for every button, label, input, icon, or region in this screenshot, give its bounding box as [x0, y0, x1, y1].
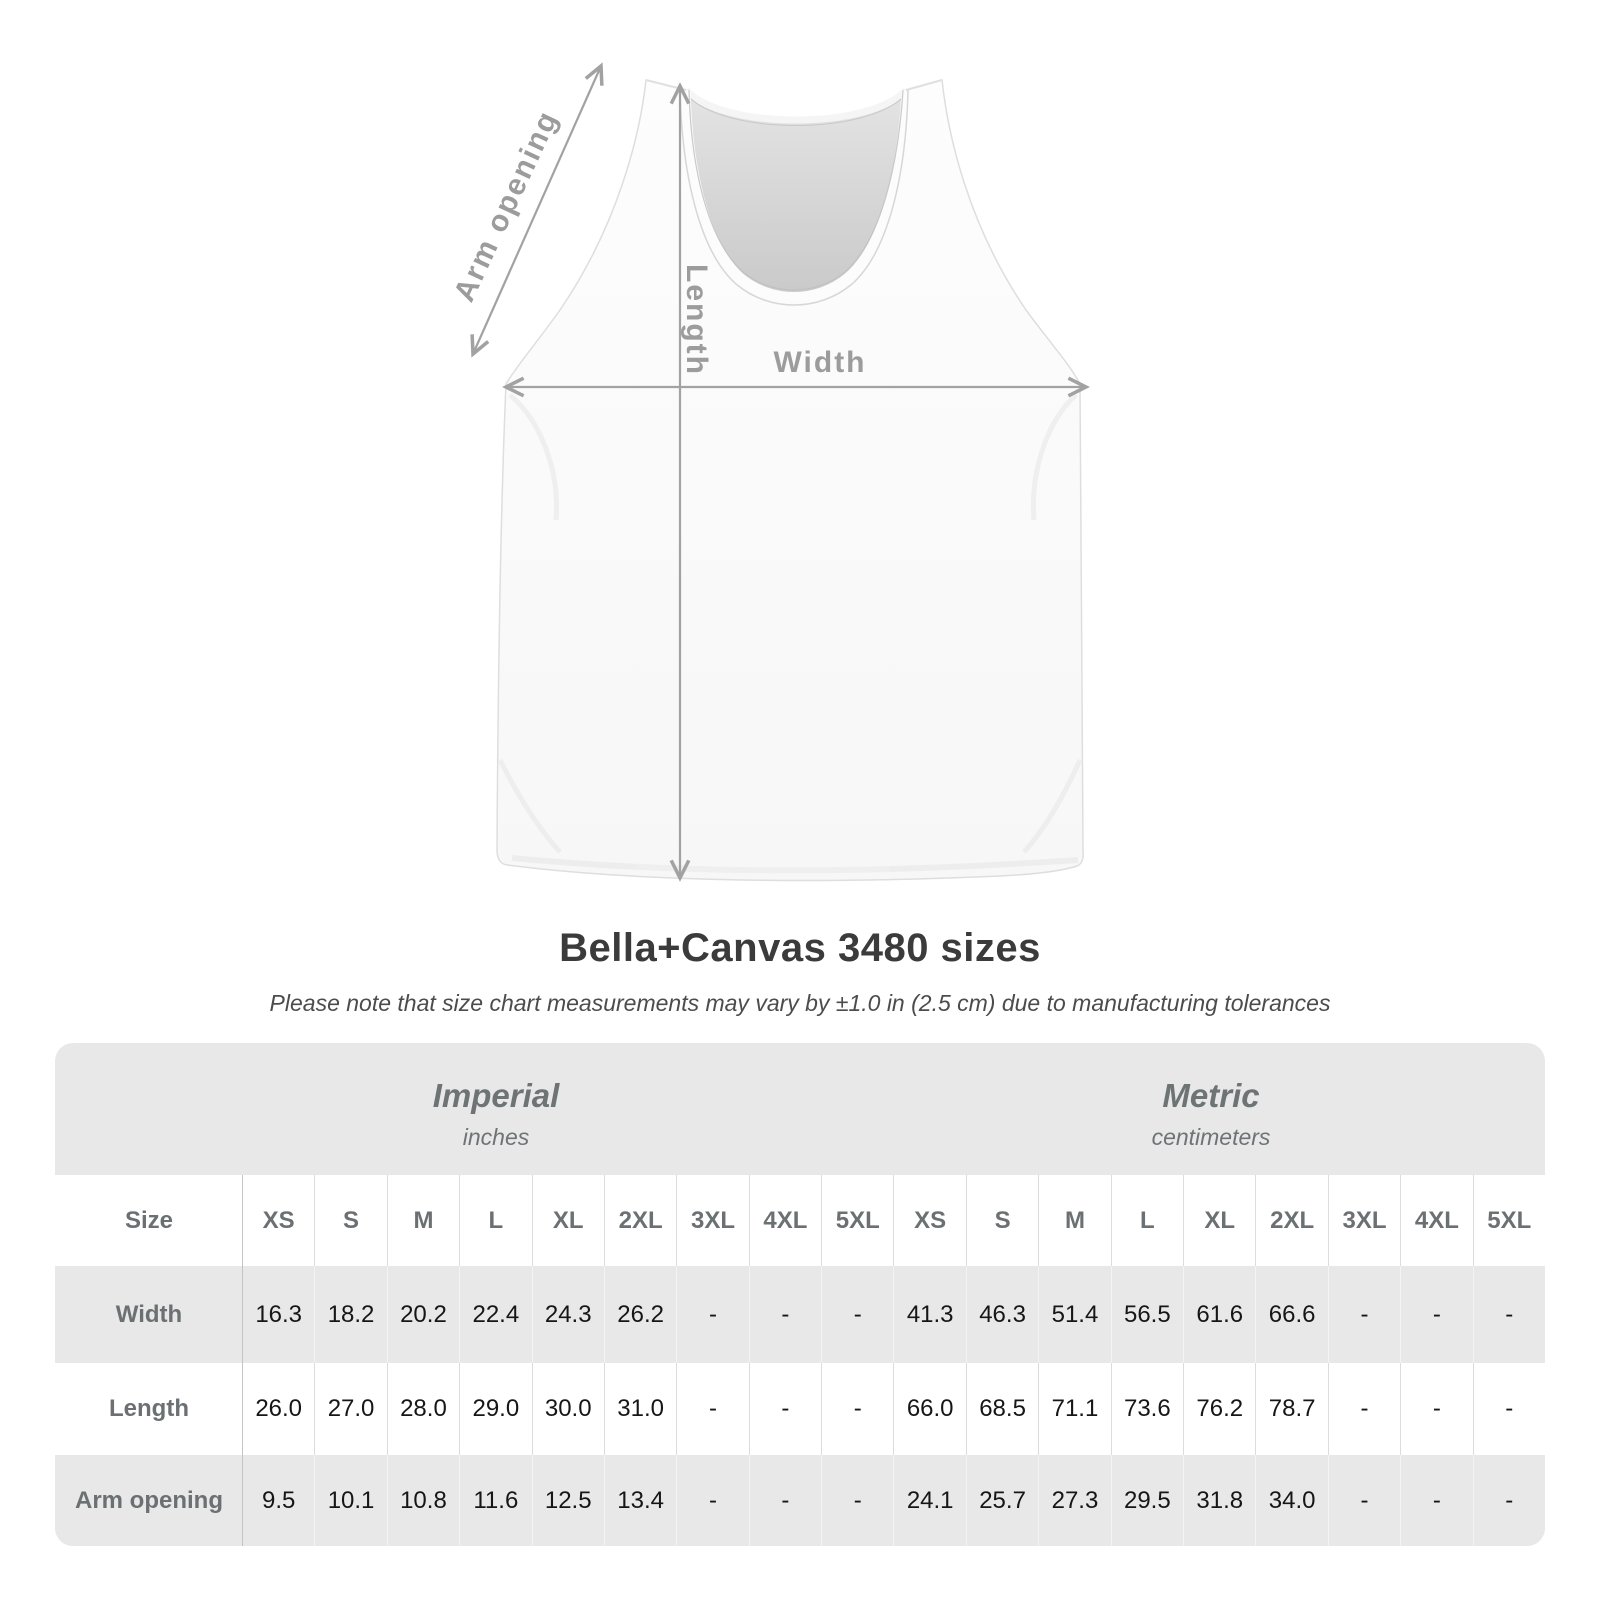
size-header-cell: 2XL [604, 1175, 676, 1266]
value-cell: - [1400, 1266, 1472, 1363]
length-row [55, 1363, 1545, 1455]
value-cell: 24.3 [532, 1266, 604, 1363]
metric-group-header [1152, 1077, 1271, 1151]
value-cell: 10.8 [387, 1455, 459, 1546]
value-cell: 76.2 [1183, 1363, 1255, 1455]
size-header-cell: XS [242, 1175, 314, 1266]
length-label: Length [680, 264, 713, 376]
value-cell: - [1328, 1266, 1400, 1363]
size-header-cell: XS [893, 1175, 965, 1266]
value-cell: 20.2 [387, 1266, 459, 1363]
row-label: Length [109, 1395, 189, 1422]
size-table-card [55, 1043, 1545, 1546]
size-header-cell: 5XL [821, 1175, 893, 1266]
value-cell: 30.0 [532, 1363, 604, 1455]
value-cell: 28.0 [387, 1363, 459, 1455]
arm-opening-label: Arm opening [447, 105, 566, 307]
value-cell: 41.3 [893, 1266, 965, 1363]
row-label: Width [115, 1300, 183, 1328]
value-cell: - [1473, 1363, 1545, 1455]
size-header-cell: XL [532, 1175, 604, 1266]
size-header-cell: L [1111, 1175, 1183, 1266]
value-cell: 73.6 [1111, 1363, 1183, 1455]
value-cell: 66.0 [893, 1363, 965, 1455]
value-cell: 9.5 [242, 1455, 314, 1546]
value-cell: - [749, 1455, 821, 1546]
value-cell: 24.1 [893, 1455, 965, 1546]
arm-opening-row [55, 1455, 1545, 1546]
tolerance-note: Please note that size chart measurements may vary by ±1.0 in (2.5 cm) due to manufacturing tolerances [269, 990, 1331, 1016]
value-cell: 46.3 [966, 1266, 1038, 1363]
imperial-sublabel: inches [462, 1124, 530, 1150]
value-cell: - [1400, 1363, 1472, 1455]
width-label: Width [773, 346, 867, 379]
imperial-label: Imperial [432, 1077, 560, 1114]
value-cell: - [1400, 1455, 1472, 1546]
metric-label: Metric [1162, 1077, 1260, 1114]
size-header-cell: 4XL [749, 1175, 821, 1266]
size-header-cell: 3XL [676, 1175, 748, 1266]
value-cell: 22.4 [459, 1266, 531, 1363]
value-cell: 13.4 [604, 1455, 676, 1546]
value-cell: 66.6 [1255, 1266, 1327, 1363]
value-cell: 34.0 [1255, 1455, 1327, 1546]
size-header-cell: L [459, 1175, 531, 1266]
value-cell: 18.2 [314, 1266, 386, 1363]
value-cell: - [749, 1266, 821, 1363]
value-cell: 27.3 [1038, 1455, 1110, 1546]
width-row [55, 1266, 1545, 1363]
size-header-cell: M [1038, 1175, 1110, 1266]
value-cell: 71.1 [1038, 1363, 1110, 1455]
size-header-cell: 4XL [1400, 1175, 1472, 1266]
value-cell: - [1473, 1455, 1545, 1546]
value-cell: 68.5 [966, 1363, 1038, 1455]
value-cell: 26.0 [242, 1363, 314, 1455]
value-cell: 16.3 [242, 1266, 314, 1363]
value-cell: 12.5 [532, 1455, 604, 1546]
value-cell: 61.6 [1183, 1266, 1255, 1363]
value-cell: - [1328, 1455, 1400, 1546]
value-cell: 25.7 [966, 1455, 1038, 1546]
imperial-group-header [433, 1077, 560, 1151]
value-cell: 78.7 [1255, 1363, 1327, 1455]
row-label: Arm opening [74, 1486, 223, 1514]
size-header-cell: 2XL [1255, 1175, 1327, 1266]
value-cell: 51.4 [1038, 1266, 1110, 1363]
metric-sublabel: centimeters [1151, 1124, 1271, 1150]
value-cell: 26.2 [604, 1266, 676, 1363]
size-header-row [55, 1175, 1545, 1266]
value-cell: - [821, 1266, 893, 1363]
value-cell: - [676, 1455, 748, 1546]
size-column-header: Size [124, 1206, 173, 1234]
value-cell: 56.5 [1111, 1266, 1183, 1363]
value-cell: 29.5 [1111, 1455, 1183, 1546]
value-cell: - [676, 1266, 748, 1363]
value-cell: - [1473, 1266, 1545, 1363]
value-cell: 11.6 [459, 1455, 531, 1546]
value-cell: 10.1 [314, 1455, 386, 1546]
value-cell: - [821, 1455, 893, 1546]
value-cell: 31.8 [1183, 1455, 1255, 1546]
size-table [55, 1175, 1545, 1546]
value-cell: - [749, 1363, 821, 1455]
size-header-cell: XL [1183, 1175, 1255, 1266]
value-cell: - [1328, 1363, 1400, 1455]
size-header-cell: S [314, 1175, 386, 1266]
value-cell: 31.0 [604, 1363, 676, 1455]
size-header-cell: 5XL [1473, 1175, 1545, 1266]
value-cell: 27.0 [314, 1363, 386, 1455]
value-cell: 29.0 [459, 1363, 531, 1455]
value-cell: - [676, 1363, 748, 1455]
size-header-cell: 3XL [1328, 1175, 1400, 1266]
size-header-cell: S [966, 1175, 1038, 1266]
value-cell: - [821, 1363, 893, 1455]
size-header-cell: M [387, 1175, 459, 1266]
page-title: Bella+Canvas 3480 sizes [559, 926, 1041, 970]
